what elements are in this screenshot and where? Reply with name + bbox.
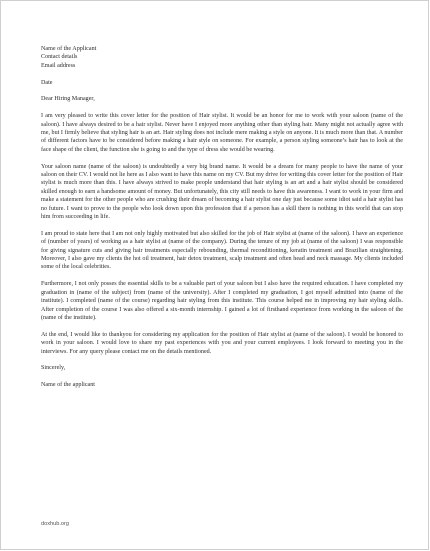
sender-email: Email address [41, 62, 76, 69]
body-paragraph-1: I am very pleased to write this cover letter for the position of Hair stylist. It would be an honor for me to work with your saloon (name of the saloon). I have always desired to be a hair stylist. Never have I enjoyed more anything other than styling hair. Many might not actually agree with me, but I firmly believe that styling hair is an art. Hair styling does not include mere making a style on anyone. It is much more than that. A number of different factors have to be considered before making a hair style on someone. For example, a person styling someone’s hair has to look at the face shape of the client, the function she is going to and the type of dress she would be wearing. [41, 113, 403, 153]
footer-watermark: doxhub.org [41, 521, 69, 527]
letter-date: Date [41, 79, 53, 86]
salutation: Dear Hiring Manager, [41, 96, 95, 103]
body-paragraph-4: Furthermore, I not only posses the essential skills to be a valuable part of your saloon but I also have the required education. I have completed my graduation in (name of the subject) from (name of the university). After I completed my graduation, I got myself admitted into (name of the institute). I completed (name of the course) regarding hair styling from this institute. This course helped me in improving my hair styling skills. After completion of the course I was also offered a six-month internship. I gained a lot of firsthand experience from working in the saloon of the (name of the institute). [41, 281, 403, 321]
sender-name: Name of the Applicant [41, 46, 97, 52]
closing: Sincerely, [41, 365, 66, 372]
sender-block [41, 45, 403, 70]
body-paragraph-5: At the end, I would like to thankyou for considering my application for the position of Hair stylist at (name of the saloon). I would be honored to work in your saloon. I would love to share my past experiences with you and your current employees. I look forward to meeting you in the interviews. For any query please contact me on the details mentioned. [41, 331, 403, 355]
body-paragraph-3: I am proud to state here that I am not only highly motivated but also skilled for the job of Hair stylist at (name of the saloon). I have an experience of (number of years) of working as a hair stylist at (name of the company). During the tenure of my job at (name of the saloon) I was responsible for giving signature cuts and giving hair treatments especially rebounding, thermal reconditioning, keratin treatment and Brazilian straightening. Moreover, I also gave my clients the hot oil treatment, hair detox treatment, scalp treatment and often head and neck massage. My clients included some of the local celebrities. [41, 230, 403, 271]
signature-name: Name of the applicant [41, 382, 95, 389]
sender-contact: Contact details [41, 54, 78, 61]
cover-letter [41, 45, 403, 398]
body-paragraph-2: Your saloon name (name of the saloon) is undoubtedly a very big brand name. It would be a dream for many people to have the name of your saloon on their CV. I would not lie here as I also want to have this name on my CV. But my drive for writing this cover letter for the position of Hair stylist is much more than this. I have always strived to make people understand that hair styling is an art and a hair stylist should be considered skilled enough to earn a handsome amount of money. But unfortunately, this city still needs to have this awareness. I want to work in your firm and make a statement for the other people who are crushing their dream of becoming a hair stylist one day just because some idiot said a hair stylist has no future. I want to prove to the people who look down upon this profession that if a person has a skill there is nothing in this world that can stop him from succeeding in life. [41, 163, 403, 221]
